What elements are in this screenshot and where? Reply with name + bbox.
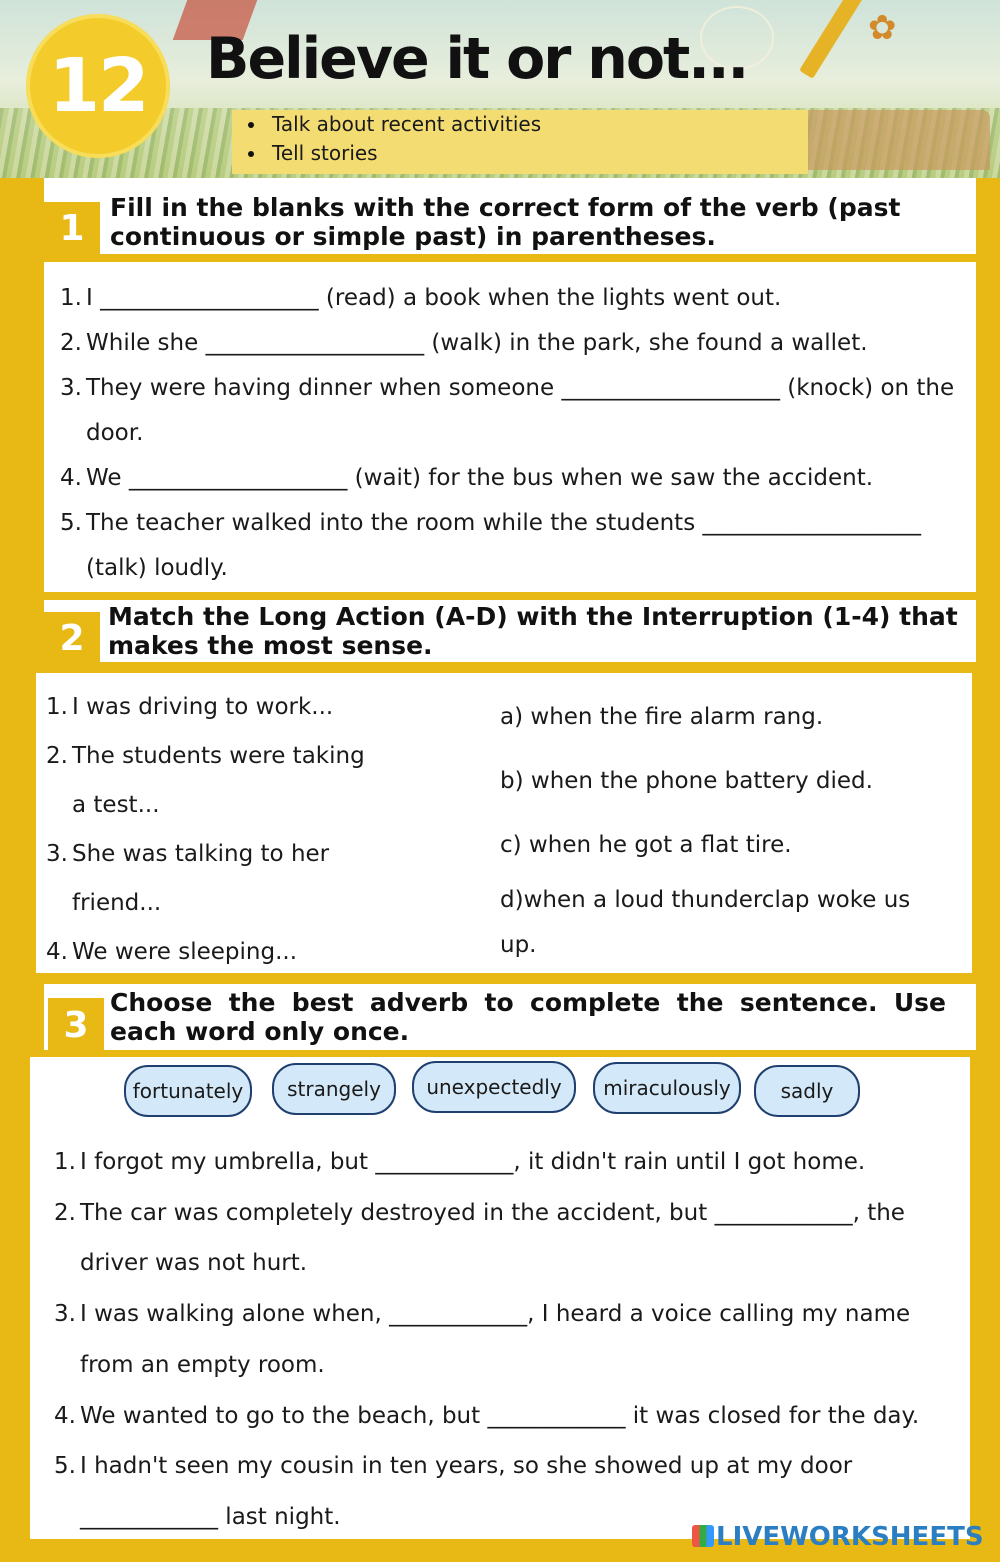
list-item[interactable]: 2. The students were taking a test... bbox=[46, 743, 365, 818]
section-1-panel bbox=[44, 262, 976, 592]
choice-a[interactable]: a) when the fire alarm rang. bbox=[500, 704, 824, 730]
objectives-list bbox=[232, 110, 808, 174]
liveworksheets-logo: LIVEWORKSHEETS bbox=[692, 1522, 984, 1552]
word-chip[interactable]: strangely bbox=[272, 1063, 396, 1115]
objective-item: Talk about recent activities bbox=[232, 110, 808, 139]
choice-c[interactable]: c) when he got a flat tire. bbox=[500, 832, 792, 858]
list-item[interactable]: 1. I was driving to work... bbox=[46, 694, 334, 720]
unit-badge bbox=[26, 14, 170, 158]
section-2-panel bbox=[36, 673, 972, 973]
objective-item: Tell stories bbox=[232, 139, 808, 168]
list-item[interactable]: 3. I was walking alone when, ____________, I heard a voice calling my name from an empty room. bbox=[54, 1301, 911, 1378]
unit-number: 12 bbox=[48, 43, 148, 129]
word-bank bbox=[30, 1057, 970, 1117]
list-item[interactable]: 1. I forgot my umbrella, but ____________, it didn't rain until I got home. bbox=[54, 1149, 866, 1175]
word-chip[interactable]: sadly bbox=[754, 1065, 860, 1117]
butterfly-icon: ✿ bbox=[868, 8, 897, 48]
list-item[interactable]: 1. I ___________________ (read) a book when the lights went out. bbox=[60, 285, 782, 311]
section-number: 3 bbox=[48, 998, 104, 1052]
page-title: Believe it or not... bbox=[206, 26, 748, 92]
section-2-header bbox=[44, 600, 976, 667]
long-actions-list bbox=[46, 683, 386, 977]
word-chip[interactable]: miraculously bbox=[593, 1062, 741, 1114]
section-1-instruction: Fill in the blanks with the correct form of the verb (past continuous or simple past) in parentheses. bbox=[110, 193, 901, 251]
section-3-panel bbox=[30, 1057, 970, 1539]
section-1-list bbox=[60, 276, 970, 591]
list-item[interactable]: 4. We wanted to go to the beach, but ____________ it was closed for the day. bbox=[54, 1402, 920, 1429]
list-item[interactable]: 5. I hadn't seen my cousin in ten years, so she showed up at my door ____________ last night. bbox=[54, 1453, 853, 1530]
liveworksheets-icon bbox=[692, 1525, 714, 1547]
pencil-decoration bbox=[799, 0, 871, 79]
choice-b[interactable]: b) when the phone battery died. bbox=[500, 768, 873, 794]
word-chip[interactable]: unexpectedly bbox=[412, 1061, 576, 1113]
section-3-header bbox=[44, 984, 976, 1055]
word-chip[interactable]: fortunately bbox=[124, 1065, 252, 1117]
list-item[interactable]: 2. The car was completely destroyed in the accident, but ____________, the driver was not hurt. bbox=[54, 1199, 905, 1277]
section-2-instruction: Match the Long Action (A-D) with the Interruption (1-4) that makes the most sense. bbox=[108, 602, 958, 660]
list-item[interactable]: 3. They were having dinner when someone ___________________ (knock) on the door. bbox=[60, 375, 955, 446]
list-item[interactable]: 3. She was talking to her friend... bbox=[46, 841, 330, 916]
section-3-instruction: Choose the best adverb to complete the sentence. Use each word only once. bbox=[110, 988, 946, 1046]
list-item[interactable]: 4. We were sleeping... bbox=[46, 939, 298, 965]
choice-d[interactable]: d)when a loud thunderclap woke us up. bbox=[500, 887, 911, 958]
list-item[interactable]: 2. While she ___________________ (walk) in the park, she found a wallet. bbox=[60, 330, 868, 356]
section-1-header bbox=[44, 178, 976, 259]
header-banner bbox=[0, 0, 1000, 178]
section-3-list bbox=[54, 1137, 968, 1543]
list-item[interactable]: 4. We ___________________ (wait) for the bus when we saw the accident. bbox=[60, 465, 874, 491]
section-number: 1 bbox=[44, 202, 100, 254]
list-item[interactable]: 5. The teacher walked into the room while the students ___________________ (talk) loudly. bbox=[60, 510, 921, 581]
section-number: 2 bbox=[44, 612, 100, 664]
